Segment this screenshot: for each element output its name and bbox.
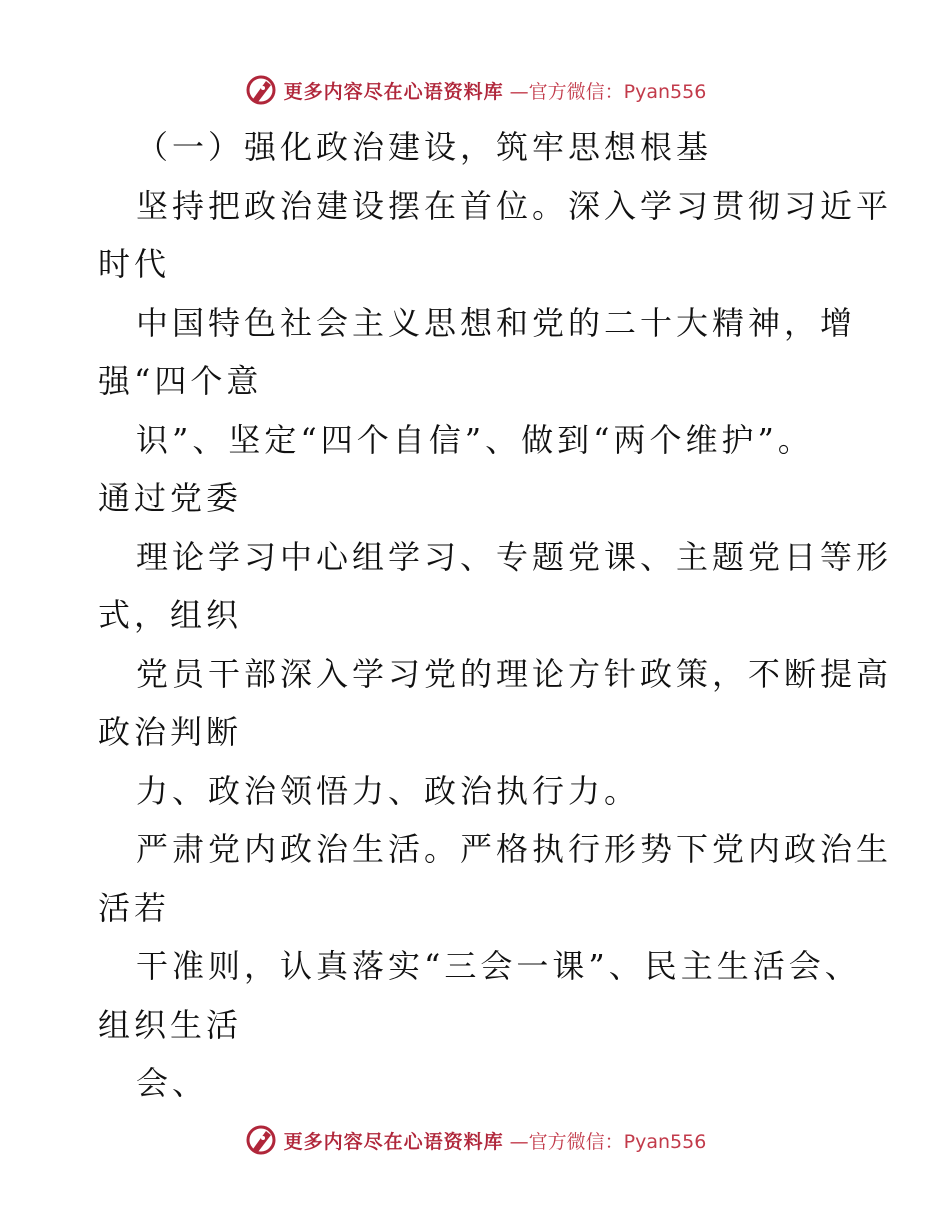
banner-main-text: 更多内容尽在心语资料库: [283, 80, 504, 103]
document-body: [98, 118, 893, 1113]
text-line: 中国特色社会主义思想和党的二十大精神，增: [136, 303, 857, 342]
section-heading: （一）强化政治建设，筑牢思想根基: [136, 128, 713, 166]
text-line: 严肃党内政治生活。严格执行形势下党内政治生: [136, 830, 893, 868]
text-line: 力、政治领悟力、政治执行力。: [136, 771, 641, 810]
text-line: 坚持把政治建设摆在首位。深入学习贯彻习近平: [136, 186, 893, 225]
text-line: 党员干部深入学习党的理论方针政策，不断提高: [136, 654, 893, 693]
pen-nib-seal-icon: [244, 73, 278, 107]
banner-contact-text: —官方微信：Pyan556: [509, 80, 707, 103]
text-line: 会、: [136, 1064, 209, 1102]
text-line: 式，组织: [98, 596, 243, 634]
text-line: 通过党委: [98, 479, 243, 517]
pen-nib-seal-icon: [244, 1123, 278, 1157]
banner-main-text: 更多内容尽在心语资料库: [283, 1130, 504, 1153]
text-line: 组织生活: [98, 1005, 243, 1044]
header-watermark-banner: [0, 70, 950, 110]
text-line: 理论学习中心组学习、专题党课、主题党日等形: [136, 537, 893, 576]
text-line: 活若: [98, 888, 171, 927]
text-line: 干准则，认真落实“三会一课”、民主生活会、: [136, 947, 861, 985]
banner-contact-text: —官方微信：Pyan556: [509, 1130, 707, 1153]
text-line: 时代: [98, 245, 171, 283]
text-line: 强“四个意: [98, 362, 263, 400]
text-line: 政治判断: [98, 713, 243, 751]
footer-watermark-banner: [0, 1120, 950, 1160]
text-line: 识”、坚定“四个自信”、做到“两个维护”。: [136, 420, 814, 459]
